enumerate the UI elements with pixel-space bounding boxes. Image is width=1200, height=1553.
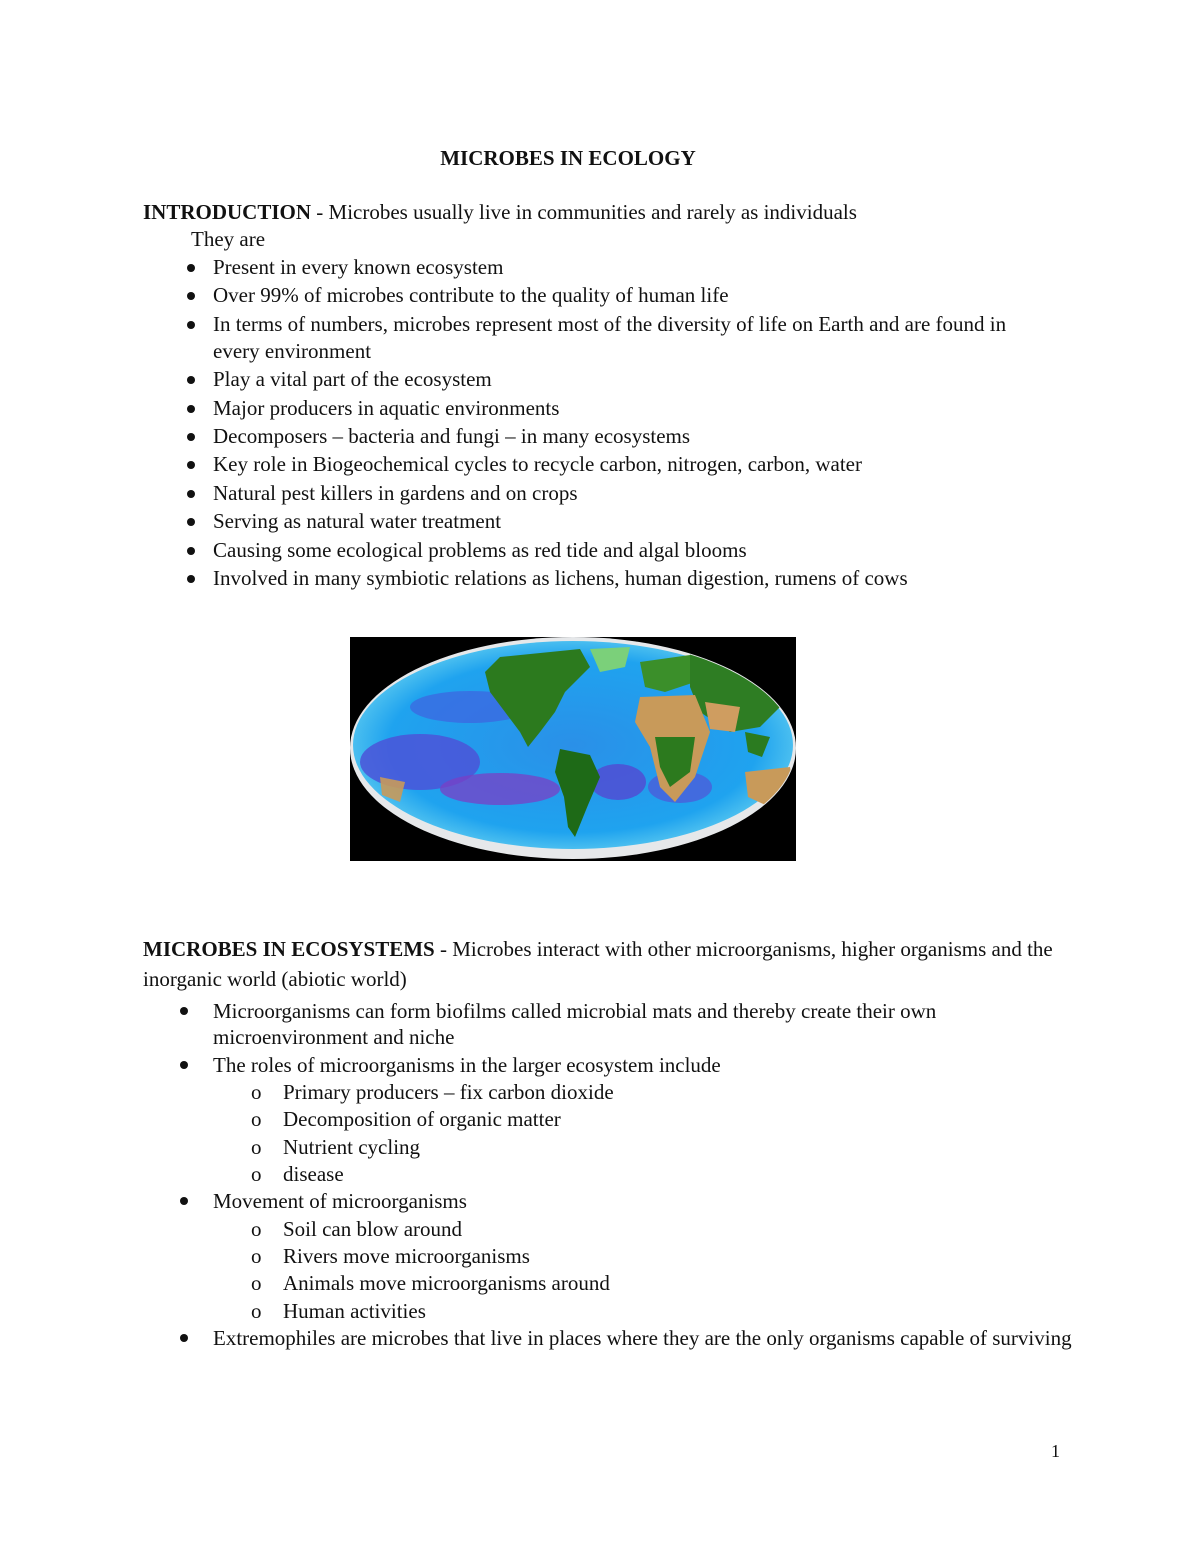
bullet-icon <box>187 264 195 272</box>
sub-bullet-marker: o <box>251 1161 262 1186</box>
arabia <box>705 702 740 732</box>
atlantic-low <box>590 764 646 800</box>
introduction-lead: They are <box>191 227 266 251</box>
list-item <box>185 565 1045 592</box>
list-item-text: Involved in many symbiotic relations as lichens, human digestion, rumens of cows <box>213 565 908 590</box>
list-item-text: Present in every known ecosystem <box>213 255 504 279</box>
sub-list-item-text: Nutrient cycling <box>283 1134 421 1159</box>
list-item-text: Extremophiles are microbes that live in places where they are the only organisms capable of surviving <box>213 1326 1072 1351</box>
bullet-icon <box>180 1061 188 1069</box>
sub-bullet-marker: o <box>251 1107 262 1132</box>
sub-list-item-text: Rivers move microorganisms <box>283 1244 530 1269</box>
list-item <box>185 311 1045 365</box>
list-item-text: Major producers in aquatic environments <box>213 395 560 420</box>
sub-list-item <box>213 1216 1076 1242</box>
bullet-icon <box>180 1007 188 1015</box>
sub-bullet-marker: o <box>251 1080 262 1105</box>
sub-bullet-marker: o <box>251 1244 262 1269</box>
bullet-icon <box>187 376 195 384</box>
ecosystems-text: Microbes interact with other microorganisms, higher organisms and the inorganic world (abiotic world) <box>143 937 1053 991</box>
list-item-text: In terms of numbers, microbes represent most of the diversity of life on Earth and are found in every environment <box>213 311 1007 363</box>
bullet-icon <box>187 575 195 583</box>
list-item <box>185 282 1045 309</box>
sub-list-item <box>213 1134 1076 1160</box>
introduction-paragraph <box>143 199 1103 225</box>
list-item-text: Microorganisms can form biofilms called microbial mats and thereby create their own microenvironment and niche <box>213 999 937 1049</box>
bullet-icon <box>187 461 195 469</box>
list-item <box>176 1052 1076 1187</box>
bullet-icon <box>187 547 195 555</box>
bullet-icon <box>187 490 195 498</box>
sub-list-item <box>213 1106 1076 1132</box>
bullet-icon <box>187 518 195 526</box>
sub-bullet-marker: o <box>251 1271 262 1296</box>
sub-bullet-marker: o <box>251 1134 262 1159</box>
bullet-icon <box>180 1334 188 1342</box>
sub-list-item-text: Animals move microorganisms around <box>283 1271 610 1296</box>
list-item <box>185 366 1045 393</box>
sub-bullet-marker: o <box>251 1298 262 1323</box>
sub-list-item <box>213 1079 1076 1105</box>
list-item-text: Movement of microorganisms <box>213 1189 467 1214</box>
bullet-icon <box>180 1197 188 1205</box>
list-item-text: Natural pest killers in gardens and on crops <box>213 480 578 505</box>
heading-separator: - <box>434 937 453 961</box>
list-item <box>176 1325 1076 1351</box>
list-item-text: Key role in Biogeochemical cycles to recycle carbon, nitrogen, carbon, water <box>213 452 862 477</box>
introduction-bullet-list <box>185 254 1045 593</box>
list-item-text: Over 99% of microbes contribute to the quality of human life <box>213 283 729 308</box>
sub-list-item <box>213 1161 1076 1187</box>
world-map-image <box>350 637 796 861</box>
list-item <box>176 998 1076 1050</box>
list-item <box>185 508 1045 535</box>
list-item <box>185 451 1045 478</box>
sub-list-item <box>213 1243 1076 1269</box>
ecosystems-bullet-list <box>176 998 1076 1353</box>
list-item <box>185 480 1045 507</box>
page-number: 1 <box>1051 1441 1060 1461</box>
list-item-text: Serving as natural water treatment <box>213 509 502 534</box>
ecosystems-heading: MICROBES IN ECOSYSTEMS <box>143 937 435 961</box>
sub-list-item <box>213 1298 1076 1324</box>
bullet-icon <box>187 405 195 413</box>
bullet-icon <box>187 292 195 300</box>
list-item-text: The roles of microorganisms in the larger ecosystem include <box>213 1052 721 1077</box>
bullet-icon <box>187 433 195 441</box>
sub-list-item-text: Soil can blow around <box>283 1216 463 1241</box>
document-title: MICROBES IN ECOLOGY <box>440 146 696 170</box>
list-item <box>185 423 1045 450</box>
heading-separator: - <box>311 200 329 224</box>
list-item-text: Decomposers – bacteria and fungi – in many ecosystems <box>213 423 691 448</box>
list-item <box>185 254 1045 281</box>
list-item-text: Play a vital part of the ecosystem <box>213 367 492 392</box>
introduction-heading: INTRODUCTION <box>143 200 312 224</box>
ecosystems-paragraph <box>143 934 1083 994</box>
list-item <box>185 537 1045 564</box>
pacific-core <box>440 773 560 805</box>
list-item <box>176 1188 1076 1323</box>
introduction-text: Microbes usually live in communities and rarely as individuals <box>328 200 857 224</box>
bullet-icon <box>187 321 195 329</box>
sub-bullet-marker: o <box>251 1216 262 1241</box>
sub-list-item-text: Decomposition of organic matter <box>283 1107 561 1132</box>
list-item-text: Causing some ecological problems as red tide and algal blooms <box>213 537 747 562</box>
sub-list-item-text: Primary producers – fix carbon dioxide <box>283 1080 614 1105</box>
list-item <box>185 395 1045 422</box>
sub-bullet-list <box>213 1216 1076 1324</box>
sub-list-item-text: disease <box>283 1161 344 1186</box>
sub-list-item <box>213 1270 1076 1296</box>
world-map-graphic <box>350 637 796 861</box>
sub-bullet-list <box>213 1079 1076 1187</box>
sub-list-item-text: Human activities <box>283 1298 426 1323</box>
